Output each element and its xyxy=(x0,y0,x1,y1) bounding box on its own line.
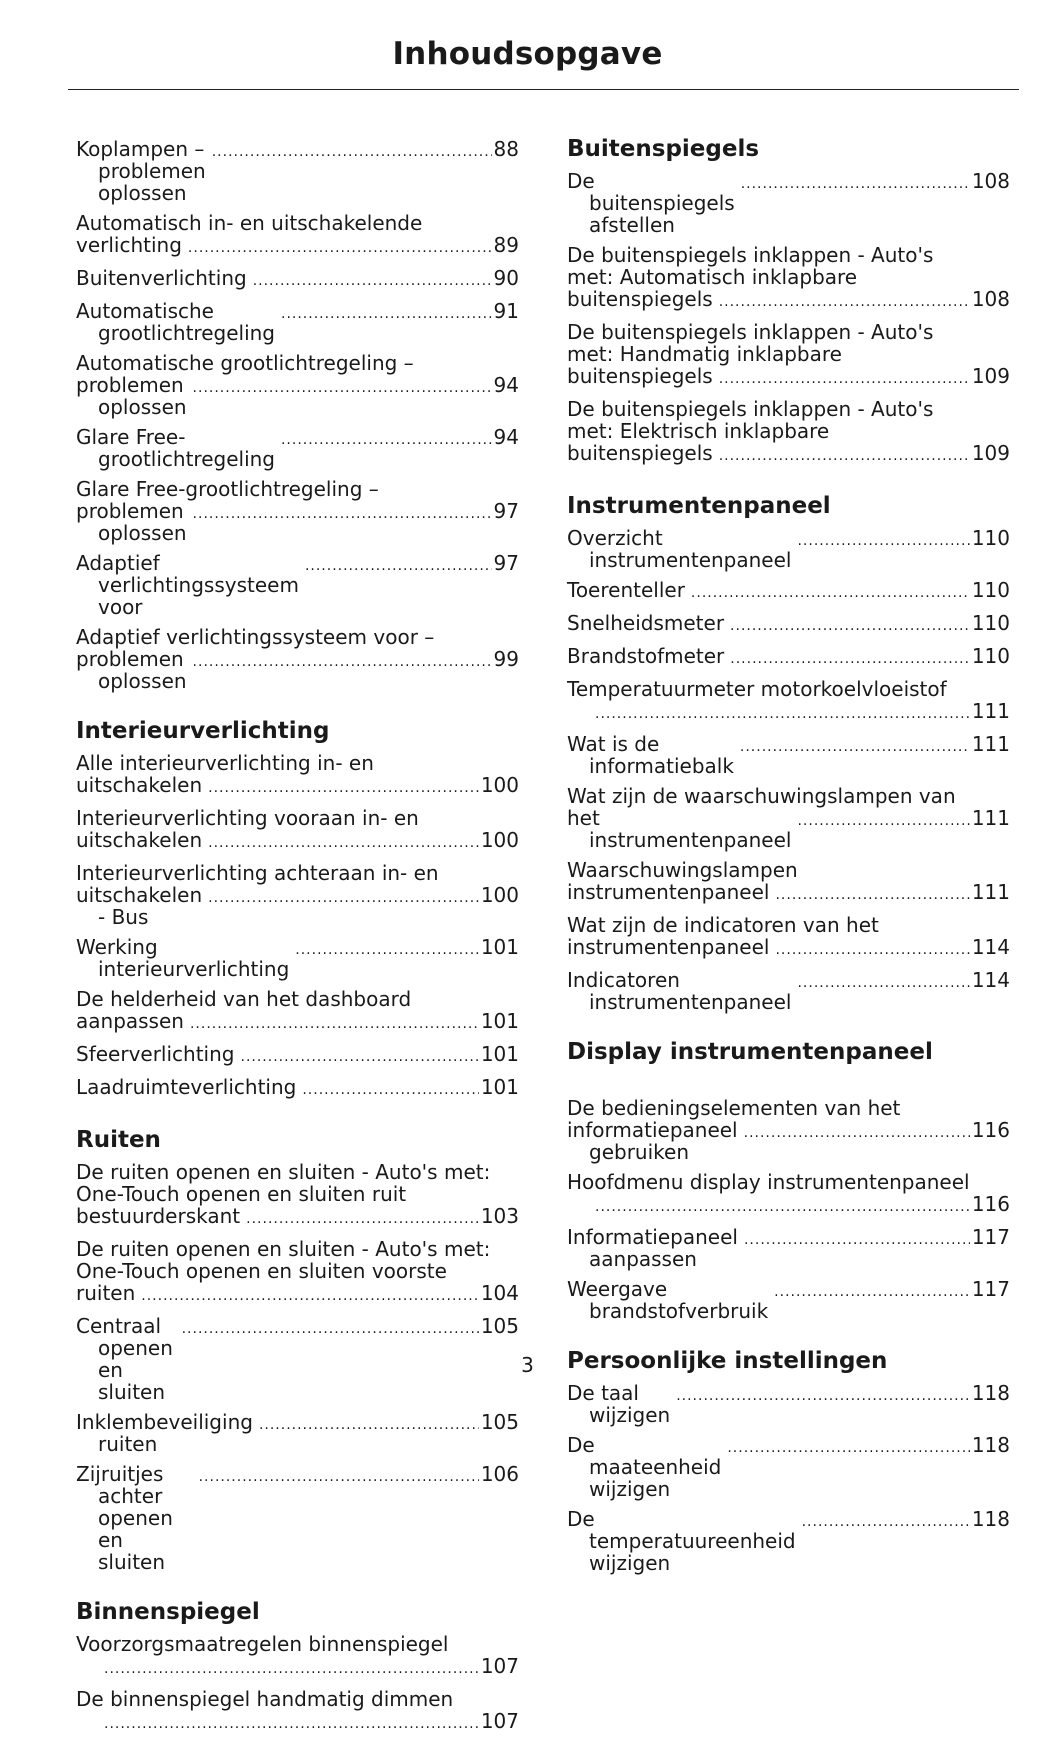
dot-leader xyxy=(281,303,492,325)
toc-entry[interactable] xyxy=(567,641,1010,674)
toc-page-number: 105 xyxy=(480,1410,519,1434)
toc-entry[interactable] xyxy=(76,622,519,696)
toc-page-number: 111 xyxy=(971,732,1010,756)
toc-entry-text: Glare Free-grootlichtregeling xyxy=(76,425,275,471)
toc-entry-text: Adaptief verlichtingssysteem voor xyxy=(76,551,299,619)
section-heading: Buitenspiegels xyxy=(567,136,760,162)
toc-entry-text: uitschakelen xyxy=(76,773,203,797)
toc-entry[interactable] xyxy=(76,548,519,622)
toc-entry-text: Werking interieurverlichting xyxy=(76,935,290,981)
toc-entry-leader-row xyxy=(76,773,519,799)
toc-page-number: 89 xyxy=(493,233,519,257)
toc-entry[interactable] xyxy=(76,208,519,263)
toc-entry-text: verlichting xyxy=(76,233,182,257)
toc-entry-text: problemen oplossen xyxy=(76,647,187,693)
toc-page-number: 116 xyxy=(971,1118,1010,1142)
toc-entry-text: ruiten xyxy=(76,1281,136,1305)
toc-entry-text: De buitenspiegels inklappen - Auto's xyxy=(567,397,934,421)
toc-entry[interactable] xyxy=(567,1274,1010,1326)
toc-entry[interactable] xyxy=(76,1684,519,1739)
toc-entry-text: De maateenheid wijzigen xyxy=(567,1433,722,1501)
toc-entry[interactable] xyxy=(76,263,519,296)
toc-entry-text: Automatische grootlichtregeling xyxy=(76,299,275,345)
section-heading: Ruiten xyxy=(76,1127,161,1153)
toc-entry-leader-row xyxy=(76,1075,519,1101)
toc-entry-leader-row xyxy=(567,441,1010,467)
toc-entry[interactable] xyxy=(76,932,519,984)
toc-entry-leader-row xyxy=(567,732,1010,778)
dot-leader xyxy=(740,736,970,758)
toc-section-persoonlijke-instellingen xyxy=(567,1346,1010,1578)
toc-entry[interactable] xyxy=(567,781,1010,855)
section-heading: Display instrumentenpaneel xyxy=(567,1039,933,1065)
dot-leader xyxy=(208,832,479,854)
dot-leader xyxy=(241,1046,479,1068)
toc-entry-text: Glare Free-grootlichtregeling – xyxy=(76,477,379,501)
dot-leader xyxy=(595,703,970,725)
toc-section-instrumentenpaneel xyxy=(567,491,1010,1017)
toc-entry-text: Laadruimteverlichting xyxy=(76,1075,297,1099)
toc-page-number: 117 xyxy=(971,1277,1010,1301)
toc-page-number: 109 xyxy=(971,364,1010,388)
toc-entry-leader-row xyxy=(567,1381,1010,1427)
dot-leader xyxy=(190,1013,479,1035)
toc-entry[interactable] xyxy=(567,240,1010,317)
dot-leader xyxy=(141,1285,479,1307)
toc-entry[interactable] xyxy=(567,1222,1010,1274)
toc-page-number: 110 xyxy=(971,578,1010,602)
toc-entry-text: De ruiten openen en sluiten - Auto's met: xyxy=(76,1237,491,1261)
toc-entry[interactable] xyxy=(567,729,1010,781)
toc-page-number: 97 xyxy=(493,499,519,523)
toc-page-number: 103 xyxy=(480,1204,519,1228)
toc-page-number: 99 xyxy=(493,647,519,671)
toc-entry-text: buitenspiegels xyxy=(567,364,713,388)
toc-section-ruiten xyxy=(76,1125,519,1577)
toc-page-number: 97 xyxy=(493,551,519,575)
toc-entry[interactable] xyxy=(76,1157,519,1234)
toc-entry-leader-row xyxy=(567,644,1010,670)
dot-leader xyxy=(193,503,492,525)
toc-entry[interactable] xyxy=(76,422,519,474)
toc-entry-leader-row xyxy=(76,1410,519,1456)
toc-entry-text: Waarschuwingslampen xyxy=(567,858,798,882)
toc-entry[interactable] xyxy=(567,317,1010,394)
toc-entry-leader-row xyxy=(567,287,1010,313)
toc-entry-text: uitschakelen xyxy=(76,828,203,852)
toc-page-number: 111 xyxy=(971,699,1010,723)
toc-entry-leader-row xyxy=(567,169,1010,237)
toc-entry[interactable] xyxy=(567,1430,1010,1504)
toc-entry-text: Adaptief verlichtingssysteem voor – xyxy=(76,625,435,649)
toc-entry-text: Toerenteller xyxy=(567,578,685,602)
toc-entry[interactable] xyxy=(76,1407,519,1459)
dot-leader xyxy=(259,1414,479,1436)
toc-entry-text: Temperatuurmeter motorkoelvloeistof xyxy=(567,677,947,701)
dot-leader xyxy=(741,173,970,195)
toc-entry-text: problemen oplossen xyxy=(76,499,187,545)
toc-entry-text: Wat zijn de waarschuwingslampen van xyxy=(567,784,956,808)
section-heading: Interieurverlichting xyxy=(76,718,330,744)
toc-entry-text: De taal wijzigen xyxy=(567,1381,671,1427)
toc-section xyxy=(76,134,519,696)
toc-entry[interactable] xyxy=(567,1093,1010,1167)
toc-entry-leader-row xyxy=(76,1204,519,1230)
toc-entry[interactable] xyxy=(567,394,1010,471)
toc-entry-text: Hoofdmenu display instrumentenpaneel xyxy=(567,1170,970,1194)
toc-entry-leader-row xyxy=(76,1281,519,1307)
toc-entry-leader-row xyxy=(76,1042,519,1068)
toc-page-number: 108 xyxy=(971,287,1010,311)
dot-leader xyxy=(595,1196,970,1218)
toc-entry-text: problemen oplossen xyxy=(76,373,187,419)
toc-entry-leader-row xyxy=(76,1462,519,1574)
dot-leader xyxy=(775,884,969,906)
dot-leader xyxy=(305,555,492,577)
toc-entry-text: het instrumentenpaneel xyxy=(567,806,792,852)
toc-page-number: 91 xyxy=(493,299,519,323)
dot-leader xyxy=(797,972,969,994)
toc-page-number: 94 xyxy=(493,425,519,449)
toc-section-binnenspiegel xyxy=(76,1597,519,1739)
toc-page-number: 101 xyxy=(480,1009,519,1033)
toc-entry[interactable] xyxy=(76,348,519,422)
dot-leader xyxy=(802,1511,970,1533)
toc-entry-leader-row xyxy=(567,880,1010,906)
section-heading: Instrumentenpaneel xyxy=(567,493,831,519)
toc-entry-leader-row xyxy=(98,1655,519,1680)
dot-leader xyxy=(208,887,479,909)
page-number: 3 xyxy=(521,1353,534,1377)
toc-page-number: 110 xyxy=(971,526,1010,550)
toc-page-number: 114 xyxy=(971,968,1010,992)
toc-entry-text: bestuurderskant xyxy=(76,1204,241,1228)
toc-entry-text: Weergave brandstofverbruik xyxy=(567,1277,769,1323)
toc-entry-text: informatiepaneel gebruiken xyxy=(567,1118,738,1164)
toc-entry-text: Brandstofmeter xyxy=(567,644,725,668)
toc-entry-text: met: Elektrisch inklapbare xyxy=(567,419,830,443)
toc-entry-text: uitschakelen - Bus xyxy=(76,883,203,929)
toc-entry-text: Sfeerverlichting xyxy=(76,1042,235,1066)
toc-page-number: 107 xyxy=(480,1709,519,1733)
toc-entry-text: De helderheid van het dashboard xyxy=(76,987,412,1011)
toc-page-number: 114 xyxy=(971,935,1010,959)
toc-entry[interactable] xyxy=(76,1459,519,1577)
toc-page-number: 101 xyxy=(480,1075,519,1099)
toc-page-number: 105 xyxy=(480,1314,519,1338)
toc-entry-leader-row xyxy=(567,1118,1010,1164)
toc-entry-leader-row xyxy=(567,1433,1010,1501)
dot-leader xyxy=(775,939,969,961)
section-heading: Binnenspiegel xyxy=(76,1599,260,1625)
toc-page-number: 94 xyxy=(493,373,519,397)
dot-leader xyxy=(730,615,970,637)
toc-entry-text: Alle interieurverlichting in- en xyxy=(76,751,374,775)
toc-entry-text: Interieurverlichting achteraan in- en xyxy=(76,861,439,885)
section-heading: Persoonlijke instellingen xyxy=(567,1348,888,1374)
toc-page-number: 118 xyxy=(971,1433,1010,1457)
title-divider xyxy=(68,89,1019,90)
toc-entry-text: Automatisch in- en uitschakelende xyxy=(76,211,423,235)
toc-entry-text: De ruiten openen en sluiten - Auto's met: xyxy=(76,1160,491,1184)
toc-entry[interactable] xyxy=(76,1234,519,1311)
dot-leader xyxy=(691,582,970,604)
toc-page-number: 110 xyxy=(971,644,1010,668)
toc-entry-leader-row xyxy=(589,1193,1010,1218)
dot-leader xyxy=(104,1658,479,1680)
toc-entry-text: De temperatuureenheid wijzigen xyxy=(567,1507,796,1575)
toc-section-display-instrumentenpaneel xyxy=(567,1037,1010,1326)
toc-entry-text: De bedieningselementen van het xyxy=(567,1096,901,1120)
dot-leader xyxy=(193,651,492,673)
toc-page-number: 118 xyxy=(971,1507,1010,1531)
toc-entry[interactable] xyxy=(76,858,519,932)
toc-entry[interactable] xyxy=(567,575,1010,608)
dot-leader xyxy=(744,1229,970,1251)
toc-entry[interactable] xyxy=(76,1072,519,1105)
dot-leader xyxy=(719,368,970,390)
toc-entry[interactable] xyxy=(76,296,519,348)
toc-entry[interactable] xyxy=(76,748,519,803)
toc-page-number: 108 xyxy=(971,169,1010,193)
toc-entry-text: met: Handmatig inklapbare xyxy=(567,342,842,366)
toc-entry-text: Voorzorgsmaatregelen binnenspiegel xyxy=(76,1632,449,1656)
toc-entry-text: Wat is de informatiebalk xyxy=(567,732,734,778)
toc-entry-leader-row xyxy=(76,425,519,471)
dot-leader xyxy=(719,445,970,467)
toc-entry-leader-row xyxy=(76,373,519,419)
dot-leader xyxy=(193,377,492,399)
toc-entry-leader-row xyxy=(76,883,519,929)
toc-entry[interactable] xyxy=(76,1039,519,1072)
toc-entry-leader-row xyxy=(567,578,1010,604)
dot-leader xyxy=(253,270,492,292)
toc-column-right xyxy=(567,134,1010,1598)
toc-page-number: 88 xyxy=(493,137,519,161)
dot-leader xyxy=(182,1318,479,1340)
toc-entry-leader-row xyxy=(567,526,1010,572)
toc-section-buitenspiegels xyxy=(567,134,1010,471)
toc-entry-text: buitenspiegels xyxy=(567,287,713,311)
toc-entry[interactable] xyxy=(567,1167,1010,1222)
toc-page-number: 116 xyxy=(971,1192,1010,1216)
toc-entry-text: Centraal openen en sluiten xyxy=(76,1314,173,1404)
toc-entry[interactable] xyxy=(76,984,519,1039)
toc-entry-leader-row xyxy=(76,828,519,854)
toc-entry[interactable] xyxy=(567,674,1010,729)
dot-leader xyxy=(246,1208,479,1230)
dot-leader xyxy=(212,141,492,163)
section-spacer xyxy=(567,1069,1010,1093)
toc-entry-text: instrumentenpaneel xyxy=(567,880,770,904)
toc-entry-leader-row xyxy=(76,299,519,345)
dot-leader xyxy=(797,530,969,552)
toc-entry-text: Wat zijn de indicatoren van het xyxy=(567,913,879,937)
toc-entry[interactable] xyxy=(567,608,1010,641)
dot-leader xyxy=(199,1466,479,1488)
dot-leader xyxy=(719,291,970,313)
dot-leader xyxy=(727,1437,969,1459)
toc-entry-text: Zijruitjes achter openen en sluiten xyxy=(76,1462,173,1574)
dot-leader xyxy=(744,1122,970,1144)
toc-entry[interactable] xyxy=(567,166,1010,240)
toc-entry-leader-row xyxy=(567,364,1010,390)
toc-entry-text: Buitenverlichting xyxy=(76,266,247,290)
toc-entry-text: Koplampen – problemen oplossen xyxy=(76,137,206,205)
toc-entry-text: Interieurverlichting vooraan in- en xyxy=(76,806,419,830)
toc-entry[interactable] xyxy=(76,803,519,858)
toc-entry-text: Indicatoren instrumentenpaneel xyxy=(567,968,792,1014)
toc-page-number: 100 xyxy=(480,773,519,797)
toc-entry-text: Inklembeveiliging ruiten xyxy=(76,1410,253,1456)
dot-leader xyxy=(188,237,492,259)
toc-page-number: 118 xyxy=(971,1381,1010,1405)
toc-section-interieurverlichting xyxy=(76,716,519,1105)
toc-entry-leader-row xyxy=(567,1507,1010,1575)
toc-page-number: 101 xyxy=(480,935,519,959)
toc-entry-text: De buitenspiegels inklappen - Auto's xyxy=(567,320,934,344)
toc-entry[interactable] xyxy=(76,474,519,548)
toc-entry-text: Automatische grootlichtregeling – xyxy=(76,351,414,375)
toc-entry-text: met: Automatisch inklapbare xyxy=(567,265,858,289)
toc-entry-leader-row xyxy=(76,935,519,981)
toc-entry-leader-row xyxy=(98,1710,519,1735)
toc-entry-leader-row xyxy=(567,935,1010,961)
toc-entry-text: Informatiepaneel aanpassen xyxy=(567,1225,738,1271)
toc-entry[interactable] xyxy=(567,523,1010,575)
toc-entry-leader-row xyxy=(76,499,519,545)
toc-entry-leader-row xyxy=(589,700,1010,725)
toc-page-number: 104 xyxy=(480,1281,519,1305)
toc-page-number: 110 xyxy=(971,611,1010,635)
toc-page-number: 100 xyxy=(480,828,519,852)
toc-entry[interactable] xyxy=(76,1629,519,1684)
toc-entry-text: De buitenspiegels afstellen xyxy=(567,169,735,237)
toc-entry[interactable] xyxy=(567,910,1010,965)
toc-entry-text: aanpassen xyxy=(76,1009,184,1033)
toc-page-number: 107 xyxy=(480,1654,519,1678)
toc-entry[interactable] xyxy=(567,1504,1010,1578)
toc-column-left xyxy=(76,134,519,1759)
toc-page-number: 111 xyxy=(971,880,1010,904)
toc-page-number: 117 xyxy=(971,1225,1010,1249)
toc-page-number: 109 xyxy=(971,441,1010,465)
page-title: Inhoudsopgave xyxy=(392,36,663,72)
toc-entry-leader-row xyxy=(76,647,519,693)
toc-entry-text: Overzicht instrumentenpaneel xyxy=(567,526,792,572)
dot-leader xyxy=(104,1713,479,1735)
toc-page-number: 100 xyxy=(480,883,519,907)
toc-entry[interactable] xyxy=(567,965,1010,1017)
toc-entry-text: Snelheidsmeter xyxy=(567,611,725,635)
toc-entry-leader-row xyxy=(76,1009,519,1035)
toc-entry[interactable] xyxy=(76,134,519,208)
toc-page-number: 111 xyxy=(971,806,1010,830)
toc-entry-text: buitenspiegels xyxy=(567,441,713,465)
toc-entry-leader-row xyxy=(567,1277,1010,1323)
toc-entry-leader-row xyxy=(76,137,519,205)
toc-page-number: 101 xyxy=(480,1042,519,1066)
toc-entry-text: One-Touch openen en sluiten ruit xyxy=(76,1182,407,1206)
dot-leader xyxy=(774,1281,970,1303)
dot-leader xyxy=(730,648,970,670)
toc-entry-leader-row xyxy=(76,233,519,259)
dot-leader xyxy=(295,939,479,961)
toc-entry-leader-row xyxy=(567,1225,1010,1271)
toc-entry-leader-row xyxy=(567,806,1010,852)
dot-leader xyxy=(302,1079,478,1101)
toc-entry-text: One-Touch openen en sluiten voorste xyxy=(76,1259,447,1283)
toc-entry-leader-row xyxy=(76,551,519,619)
dot-leader xyxy=(208,777,479,799)
dot-leader xyxy=(281,429,492,451)
toc-page-number: 106 xyxy=(480,1462,519,1486)
toc-entry-leader-row xyxy=(567,968,1010,1014)
toc-entry-leader-row xyxy=(567,611,1010,637)
toc-entry-leader-row xyxy=(76,266,519,292)
toc-entry-text: De buitenspiegels inklappen - Auto's xyxy=(567,243,934,267)
toc-page-number: 90 xyxy=(493,266,519,290)
toc-entry[interactable] xyxy=(567,1378,1010,1430)
dot-leader xyxy=(797,810,969,832)
toc-entry[interactable] xyxy=(567,855,1010,910)
dot-leader xyxy=(676,1385,970,1407)
toc-entry-text: De binnenspiegel handmatig dimmen xyxy=(76,1687,454,1711)
toc-entry-text: instrumentenpaneel xyxy=(567,935,770,959)
